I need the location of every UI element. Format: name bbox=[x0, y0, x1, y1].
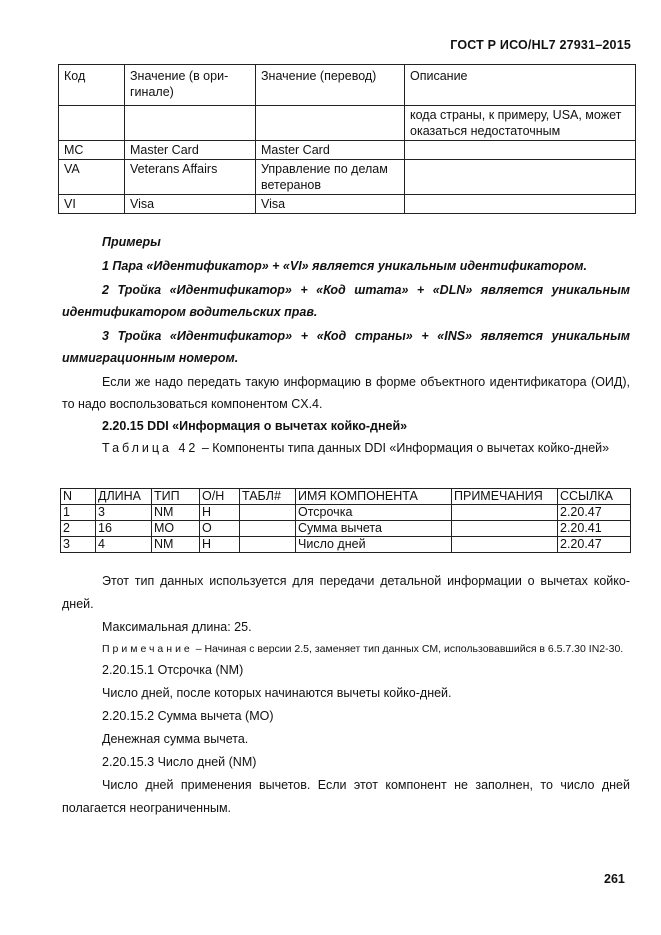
table-cell bbox=[405, 141, 636, 160]
table-row bbox=[61, 521, 631, 537]
table-cell bbox=[452, 505, 558, 521]
table-row bbox=[61, 537, 631, 553]
subsection-heading: 2.20.15.2 Сумма вычета (MO) bbox=[102, 709, 274, 723]
table-cell: VA bbox=[59, 160, 125, 195]
header-cell: Значение (перевод) bbox=[256, 65, 405, 106]
table-cell bbox=[405, 160, 636, 195]
table-cell bbox=[256, 106, 405, 141]
table-row bbox=[59, 195, 636, 214]
table-caption-text: – Компоненты типа данных DDI «Информация о вычетах койко-дней» bbox=[198, 441, 610, 455]
table-cell: MC bbox=[59, 141, 125, 160]
table-cell: 1 bbox=[61, 505, 96, 521]
table-cell: MO bbox=[152, 521, 200, 537]
table-cell: Visa bbox=[125, 195, 256, 214]
body-block bbox=[62, 570, 630, 820]
table-cell: Н bbox=[200, 537, 240, 553]
subsection-heading: 2.20.15.3 Число дней (NM) bbox=[102, 755, 257, 769]
example-3: 3 Тройка «Идентификатор» + «Код страны» + «INS» является уникальным иммиграционным номером. bbox=[62, 329, 630, 365]
table-header-row bbox=[61, 489, 631, 505]
table-cell bbox=[240, 521, 296, 537]
table-cell bbox=[240, 505, 296, 521]
section-heading: 2.20.15 DDI «Информация о вычетах койко-дней» bbox=[102, 419, 408, 433]
paragraph: Денежная сумма вычета. bbox=[102, 732, 249, 746]
header-cell: Код bbox=[59, 65, 125, 106]
example-2: 2 Тройка «Идентификатор» + «Код штата» + «DLN» является уникальным идентификатором водительских прав. bbox=[62, 283, 630, 319]
header-cell: ТАБЛ# bbox=[240, 489, 296, 505]
header-cell: N bbox=[61, 489, 96, 505]
table-cell: 2.20.41 bbox=[558, 521, 631, 537]
table-cell: 2.20.47 bbox=[558, 505, 631, 521]
paragraph: Максимальная длина: 25. bbox=[102, 620, 252, 634]
subsection-heading: 2.20.15.1 Отсрочка (NM) bbox=[102, 663, 244, 677]
table-cell: NM bbox=[152, 505, 200, 521]
header-cell: ССЫЛКА bbox=[558, 489, 631, 505]
table-cell: Отсрочка bbox=[296, 505, 452, 521]
table-cell: 3 bbox=[96, 505, 152, 521]
table-cell bbox=[125, 106, 256, 141]
table-cell: Управление по делам ветеранов bbox=[256, 160, 405, 195]
header-cell: Значение (в оригинале) bbox=[125, 65, 256, 106]
table-row bbox=[59, 160, 636, 195]
note-label: Примечание bbox=[102, 643, 193, 655]
examples-title: Примеры bbox=[102, 235, 161, 249]
table-cell: 3 bbox=[61, 537, 96, 553]
table-cell bbox=[452, 521, 558, 537]
example-1: 1 Пара «Идентификатор» + «VI» является уникальным идентификатором. bbox=[102, 259, 588, 273]
table-cell: 16 bbox=[96, 521, 152, 537]
page-header: ГОСТ Р ИСО/HL7 27931–2015 bbox=[450, 38, 631, 52]
table-row bbox=[59, 141, 636, 160]
examples-block bbox=[62, 231, 630, 459]
header-cell: О/Н bbox=[200, 489, 240, 505]
table-cell: 2.20.47 bbox=[558, 537, 631, 553]
paragraph: Число дней, после которых начинаются вычеты койко-дней. bbox=[102, 686, 452, 700]
table-cell: Число дней bbox=[296, 537, 452, 553]
header-cell: ИМЯ КОМПОНЕНТА bbox=[296, 489, 452, 505]
note-text: – Начиная с версии 2.5, заменяет тип данных CM, использовавшийся в 6.5.7.30 IN2-30. bbox=[192, 643, 624, 655]
table-cell: кода страны, к примеру, USA, может оказаться недостаточным bbox=[405, 106, 636, 141]
table-cell: Veterans Affairs bbox=[125, 160, 256, 195]
header-cell: Описание bbox=[405, 65, 636, 106]
table-cell: Master Card bbox=[256, 141, 405, 160]
table-cell: Master Card bbox=[125, 141, 256, 160]
table-cell bbox=[405, 195, 636, 214]
table-row bbox=[59, 106, 636, 141]
header-cell: ТИП bbox=[152, 489, 200, 505]
note bbox=[62, 639, 630, 659]
table-cell bbox=[59, 106, 125, 141]
table-cell: Сумма вычета bbox=[296, 521, 452, 537]
header-cell: ПРИМЕЧАНИЯ bbox=[452, 489, 558, 505]
table-cell: VI bbox=[59, 195, 125, 214]
table-cell: Н bbox=[200, 505, 240, 521]
components-table bbox=[60, 488, 631, 553]
table-label: Таблица 42 bbox=[102, 441, 199, 455]
table-cell: О bbox=[200, 521, 240, 537]
table-cell: 2 bbox=[61, 521, 96, 537]
table-cell: 4 bbox=[96, 537, 152, 553]
table-cell: Visa bbox=[256, 195, 405, 214]
table-cell bbox=[240, 537, 296, 553]
table-row bbox=[61, 505, 631, 521]
table-cell: NM bbox=[152, 537, 200, 553]
table-caption bbox=[62, 437, 630, 459]
header-cell: ДЛИНА bbox=[96, 489, 152, 505]
paragraph: Число дней применения вычетов. Если этот компонент не заполнен, то число дней полагается неограниченным. bbox=[62, 778, 630, 815]
oid-paragraph: Если же надо передать такую информацию в форме объектного идентификатора (ОИД), то надо воспользоваться компонентом CX.4. bbox=[62, 375, 630, 411]
page-number: 261 bbox=[604, 872, 625, 886]
code-table bbox=[58, 64, 636, 214]
table-header-row bbox=[59, 65, 636, 106]
paragraph: Этот тип данных используется для передачи детальной информации о вычетах койко-дней. bbox=[62, 574, 630, 611]
table-cell bbox=[452, 537, 558, 553]
